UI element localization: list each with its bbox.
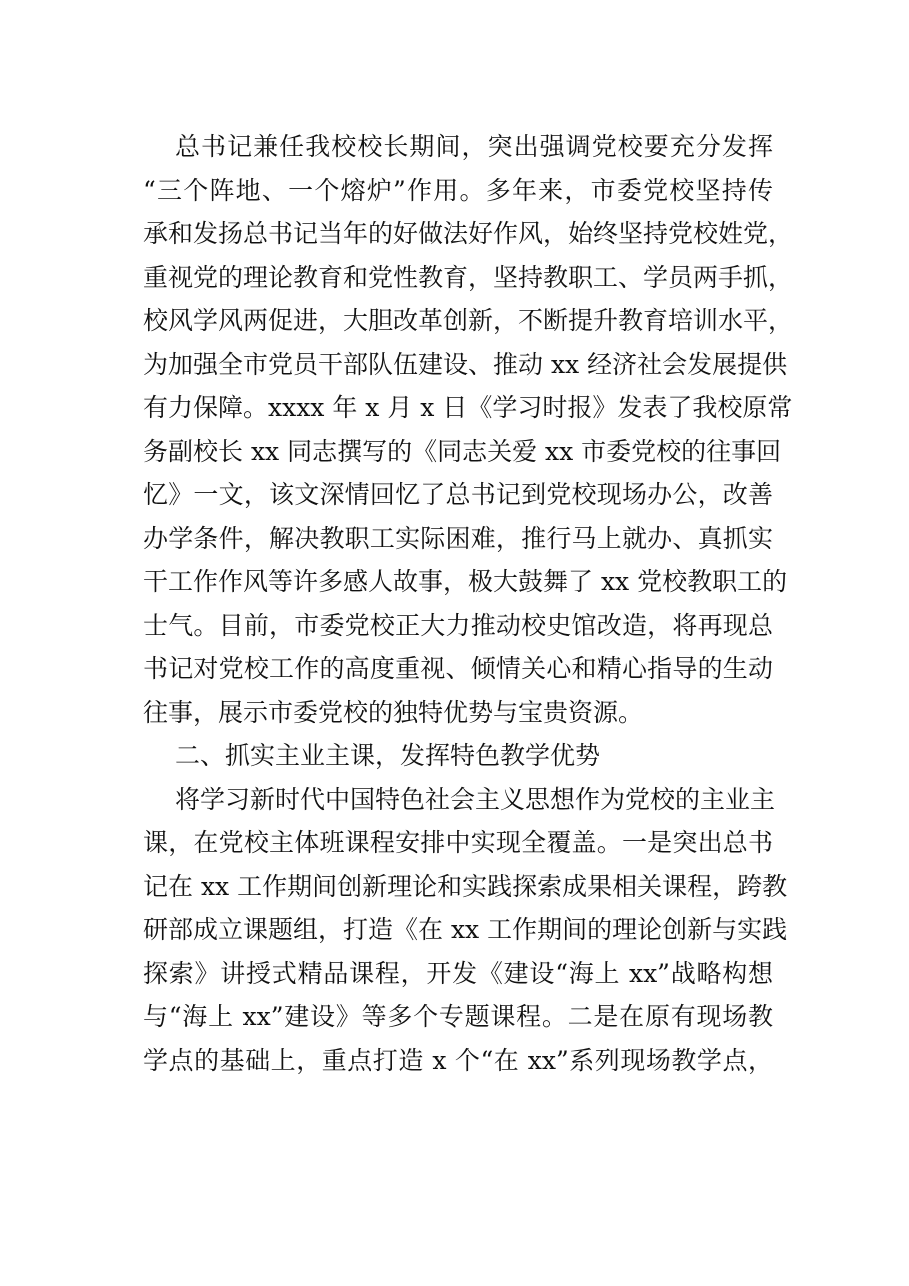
paragraph-line: 校风学风两促进，大胆改革创新，不断提升教育培训水平，: [143, 306, 794, 335]
paragraph-line: 将学习新时代中国特色社会主义思想作为党校的主业主: [175, 784, 776, 814]
paragraph-line: 书记对党校工作的高度重视、倾情关心和精心指导的生动: [143, 654, 773, 683]
section-heading: 二、抓实主业主课，发挥特色教学优势: [175, 741, 601, 770]
paragraph-line: 总书记兼任我校校长期间，突出强调党校要充分发挥: [175, 132, 773, 161]
paragraph-line: 探索》讲授式精品课程，开发《建设“海上 xx”战略构想: [143, 958, 773, 988]
paragraph-line: 课，在党校主体班课程安排中实现全覆盖。一是突出总书: [143, 828, 773, 857]
document-body: [143, 125, 794, 1082]
paragraph-line: 研部成立课题组，打造《在 xx 工作期间的理论创新与实践: [143, 915, 788, 944]
paragraph-line: 办学条件，解决教职工实际困难，推行马上就办、真抓实: [143, 523, 773, 553]
paragraph-line: 士气。目前，市委党校正大力推动校史馆改造，将再现总: [143, 610, 773, 640]
paragraph-line: 重视党的理论教育和党性教育，坚持教职工、学员两手抓，: [143, 262, 794, 292]
paragraph-line: 有力保障。xxxx 年 x 月 x 日《学习时报》发表了我校原常: [143, 393, 793, 422]
paragraph-line: 记在 xx 工作期间创新理论和实践探索成果相关课程，跨教: [143, 871, 788, 901]
paragraph-line: 为加强全市党员干部队伍建设、推动 xx 经济社会发展提供: [143, 349, 788, 379]
paragraph-line: 与“海上 xx”建设》等多个专题课程。二是在原有现场教: [143, 1002, 773, 1031]
paragraph-line: “三个阵地、一个熔炉”作用。多年来，市委党校坚持传: [143, 175, 773, 205]
paragraph-line: 学点的基础上，重点打造 x 个“在 xx”系列现场教学点，: [143, 1045, 773, 1075]
paragraph-line: 忆》一文，该文深情回忆了总书记到党校现场办公，改善: [143, 480, 773, 509]
paragraph-line: 承和发扬总书记当年的好做法好作风，始终坚持党校姓党，: [143, 219, 794, 248]
paragraph-line: 往事，展示市委党校的独特优势与宝贵资源。: [143, 697, 644, 727]
paragraph-line: 务副校长 xx 同志撰写的《同志关爱 xx 市委党校的往事回: [143, 436, 782, 466]
paragraph-line: 干工作作风等许多感人故事，极大鼓舞了 xx 党校教职工的: [143, 567, 788, 596]
